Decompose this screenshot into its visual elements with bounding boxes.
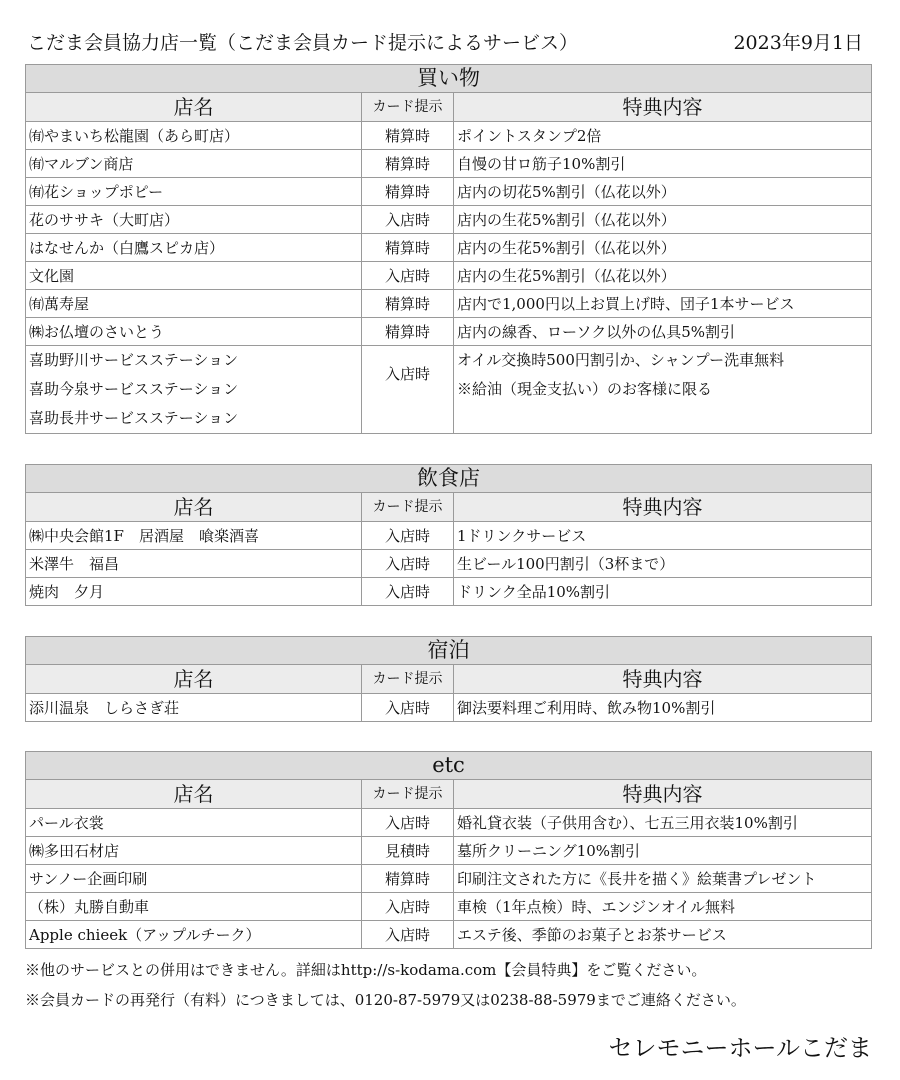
column-header-benefit: 特典内容 bbox=[454, 93, 872, 122]
store-name: ㈲やまいち松龍園（あら町店） bbox=[26, 122, 362, 150]
column-header-row bbox=[26, 665, 872, 694]
benefit-text: 店内の生花5%割引（仏花以外） bbox=[454, 234, 872, 262]
benefit-text: 店内の生花5%割引（仏花以外） bbox=[454, 206, 872, 234]
category-title: 買い物 bbox=[26, 65, 872, 93]
store-name: 米澤牛 福昌 bbox=[26, 550, 362, 578]
column-header-name: 店名 bbox=[26, 780, 362, 809]
column-header-card: カード提示 bbox=[362, 93, 454, 122]
benefit-text: 店内の切花5%割引（仏花以外） bbox=[454, 178, 872, 206]
page-title: こだま会員協力店一覧（こだま会員カード提示によるサービス） bbox=[27, 32, 579, 54]
section-lodging bbox=[25, 636, 871, 722]
store-name: サンノー企画印刷 bbox=[26, 865, 362, 893]
table-row bbox=[26, 178, 872, 206]
card-timing: 入店時 bbox=[362, 346, 454, 434]
benefit-text: 1ドリンクサービス bbox=[454, 522, 872, 550]
table-row bbox=[26, 150, 872, 178]
page-header bbox=[27, 28, 867, 58]
card-timing: 入店時 bbox=[362, 550, 454, 578]
column-header-card: カード提示 bbox=[362, 665, 454, 694]
lodging-table bbox=[25, 636, 872, 722]
table-row bbox=[26, 122, 872, 150]
benefit-text: エステ後、季節のお菓子とお茶サービス bbox=[454, 921, 872, 949]
store-name: （株）丸勝自動車 bbox=[26, 893, 362, 921]
store-name: 添川温泉 しらさぎ荘 bbox=[26, 694, 362, 722]
column-header-row bbox=[26, 780, 872, 809]
benefit-text: オイル交換時500円割引か、シャンプー洗車無料 bbox=[457, 351, 785, 369]
benefit-text: 店内の生花5%割引（仏花以外） bbox=[454, 262, 872, 290]
benefit-text: 自慢の甘ロ筋子10%割引 bbox=[454, 150, 872, 178]
table-row bbox=[26, 694, 872, 722]
card-timing: 入店時 bbox=[362, 694, 454, 722]
column-header-name: 店名 bbox=[26, 493, 362, 522]
issue-date: 2023年9月1日 bbox=[733, 32, 863, 54]
category-title: 飲食店 bbox=[26, 465, 872, 493]
benefit-text: 墓所クリーニング10%割引 bbox=[454, 837, 872, 865]
card-timing: 入店時 bbox=[362, 206, 454, 234]
note-usage: ※他のサービスとの併用はできません。詳細はhttp://s-kodama.com【会員特典】をご覧ください。 bbox=[25, 961, 707, 979]
store-name: はなせんか（白鷹スピカ店） bbox=[26, 234, 362, 262]
section-restaurants bbox=[25, 464, 871, 606]
table-row bbox=[26, 262, 872, 290]
table-row bbox=[26, 893, 872, 921]
column-header-benefit: 特典内容 bbox=[454, 780, 872, 809]
note-reissue: ※会員カードの再発行（有料）につきましては、0120-87-5979又は0238-88-5979までご連絡ください。 bbox=[25, 991, 746, 1009]
store-name: 文化園 bbox=[26, 262, 362, 290]
card-timing: 入店時 bbox=[362, 921, 454, 949]
card-timing: 入店時 bbox=[362, 262, 454, 290]
notes bbox=[25, 958, 871, 1018]
store-name: 喜助長井サービスステーション bbox=[29, 409, 239, 427]
card-timing: 入店時 bbox=[362, 809, 454, 837]
company-name: セレモニーホールこだま bbox=[608, 1034, 872, 1062]
card-timing: 精算時 bbox=[362, 318, 454, 346]
table-row bbox=[26, 550, 872, 578]
table-row bbox=[26, 206, 872, 234]
category-title: etc bbox=[26, 752, 872, 780]
table-row bbox=[26, 921, 872, 949]
shopping-table bbox=[25, 64, 872, 434]
card-timing: 精算時 bbox=[362, 178, 454, 206]
benefit-text: 店内の線香、ローソク以外の仏具5%割引 bbox=[454, 318, 872, 346]
store-name: 喜助今泉サービスステーション bbox=[29, 380, 239, 398]
benefit-text: 印刷注文された方に《長井を描く》絵葉書プレゼント bbox=[454, 865, 872, 893]
column-header-benefit: 特典内容 bbox=[454, 493, 872, 522]
table-row bbox=[26, 837, 872, 865]
store-name: 喜助野川サービスステーション bbox=[29, 351, 239, 369]
store-name: ㈱中央会館1F 居酒屋 喰楽酒喜 bbox=[26, 522, 362, 550]
section-shopping bbox=[25, 64, 871, 434]
store-name: Apple chieek（アップルチーク） bbox=[26, 921, 362, 949]
card-timing: 精算時 bbox=[362, 865, 454, 893]
card-timing: 入店時 bbox=[362, 893, 454, 921]
table-row bbox=[26, 522, 872, 550]
benefit-note: ※給油（現金支払い）のお客様に限る bbox=[457, 380, 713, 398]
card-timing: 精算時 bbox=[362, 150, 454, 178]
benefit-text: ポイントスタンプ2倍 bbox=[454, 122, 872, 150]
benefit-text: 車検（1年点検）時、エンジンオイル無料 bbox=[454, 893, 872, 921]
store-name: 焼肉 夕月 bbox=[26, 578, 362, 606]
column-header-benefit: 特典内容 bbox=[454, 665, 872, 694]
section-etc bbox=[25, 751, 871, 949]
table-row bbox=[26, 318, 872, 346]
table-row bbox=[26, 290, 872, 318]
card-timing: 入店時 bbox=[362, 578, 454, 606]
table-row bbox=[26, 865, 872, 893]
store-name: ㈲マルブン商店 bbox=[26, 150, 362, 178]
card-timing: 精算時 bbox=[362, 122, 454, 150]
benefit-text: 生ビール100円割引（3杯まで） bbox=[454, 550, 872, 578]
benefit-text: 御法要料理ご利用時、飲み物10%割引 bbox=[454, 694, 872, 722]
card-timing: 見積時 bbox=[362, 837, 454, 865]
store-name-group bbox=[26, 346, 362, 434]
store-name: ㈱多田石材店 bbox=[26, 837, 362, 865]
card-timing: 入店時 bbox=[362, 522, 454, 550]
column-header-row bbox=[26, 493, 872, 522]
store-name: ㈲萬寿屋 bbox=[26, 290, 362, 318]
store-name: ㈲花ショップポピー bbox=[26, 178, 362, 206]
column-header-card: カード提示 bbox=[362, 780, 454, 809]
etc-table bbox=[25, 751, 872, 949]
card-timing: 精算時 bbox=[362, 234, 454, 262]
benefit-text: ドリンク全品10%割引 bbox=[454, 578, 872, 606]
store-name: 花のササキ（大町店） bbox=[26, 206, 362, 234]
column-header-name: 店名 bbox=[26, 93, 362, 122]
column-header-row bbox=[26, 93, 872, 122]
table-row bbox=[26, 809, 872, 837]
benefit-text: 婚礼貸衣装（子供用含む）、七五三用衣装10%割引 bbox=[454, 809, 872, 837]
table-row-group bbox=[26, 346, 872, 434]
benefit-text: 店内で1,000円以上お買上げ時、団子1本サービス bbox=[454, 290, 872, 318]
store-name: パール衣裳 bbox=[26, 809, 362, 837]
benefit-group bbox=[454, 346, 872, 434]
restaurants-table bbox=[25, 464, 872, 606]
column-header-name: 店名 bbox=[26, 665, 362, 694]
category-title: 宿泊 bbox=[26, 637, 872, 665]
store-name: ㈱お仏壇のさいとう bbox=[26, 318, 362, 346]
table-row bbox=[26, 578, 872, 606]
card-timing: 精算時 bbox=[362, 290, 454, 318]
table-row bbox=[26, 234, 872, 262]
column-header-card: カード提示 bbox=[362, 493, 454, 522]
